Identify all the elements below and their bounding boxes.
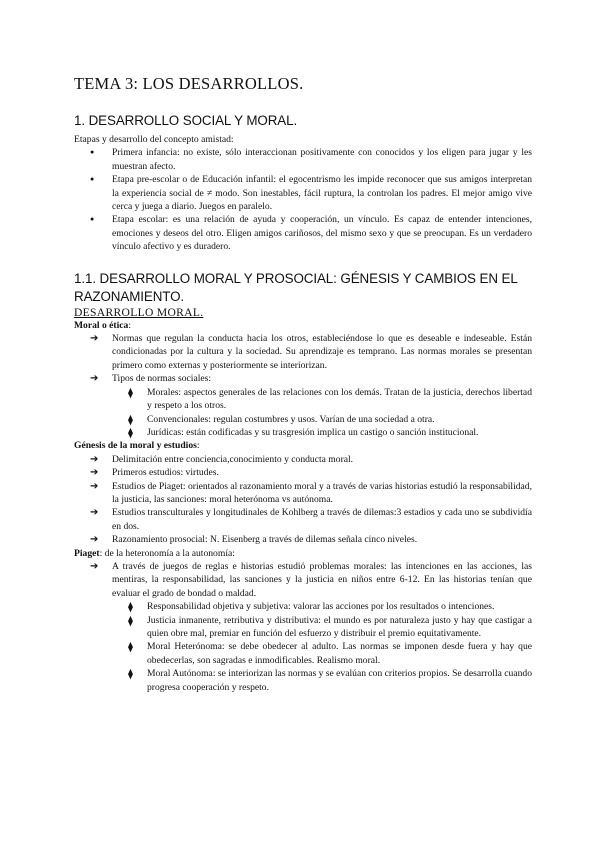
genesis-line: Génesis de la moral y estudios: <box>74 440 200 452</box>
list-item: ⧫ Morales: aspectos generales de las relaciones con los demás. Tratan de la justicia, derechos libertad y respeto a los otros. <box>128 386 532 412</box>
section-heading-social-moral: 1. DESARROLLO SOCIAL Y MORAL. <box>74 113 298 128</box>
arrow-icon: ➔ <box>90 373 99 385</box>
diamond-icon: ⧫ <box>128 427 133 439</box>
piaget-line: Piaget: de la heteronomía a la autonomía: <box>74 547 235 559</box>
friendship-intro: Etapas y desarrollo del concepto amistad: <box>74 134 234 145</box>
friendship-stages-list <box>74 146 532 253</box>
piaget-list <box>74 560 532 600</box>
list-item: ⧫ Jurídicas: están codificadas y su trasgresión implica un castigo o sanción institucional. <box>128 426 479 439</box>
diamond-icon: ⧫ <box>128 602 133 614</box>
genesis-list <box>74 453 532 547</box>
list-item: ➔ Estudios transculturales y longitudinales de Kohlberg a través de dilemas:3 estadios y cada uno se subdividía en dos. <box>90 507 532 532</box>
arrow-icon: ➔ <box>90 467 99 479</box>
norm-types-list <box>74 386 532 440</box>
document-page <box>74 74 532 694</box>
section-heading-moral-prosocial: 1.1. DESARROLLO MORAL Y PROSOCIAL: GÉNESIS Y CAMBIOS EN EL RAZONAMIENTO. <box>74 270 518 304</box>
moral-etica-line: Moral o ética: <box>74 319 132 331</box>
list-item: ➔ Razonamiento prosocial: N. Eisenberg a través de dilemas señala cinco niveles. <box>90 534 418 546</box>
list-item: ⧫ Convencionales: regulan costumbres y usos. Varían de una sociedad a otra. <box>128 413 435 426</box>
arrow-icon: ➔ <box>90 560 99 572</box>
diamond-icon: ⧫ <box>128 387 133 399</box>
list-item: ➔ A través de juegos de reglas e historias estudió problemas morales: las intenciones en las acciones, las mentiras, la responsabilidad, las sanciones y la justicia en niños entre 6-12. En las historias tenían que evaluar el grado de bondad o maldad. <box>90 560 532 599</box>
diamond-icon: ⧫ <box>128 615 133 627</box>
moral-etica-label: Moral o ética <box>74 319 129 331</box>
diamond-icon: ⧫ <box>128 669 133 681</box>
list-item: ➔ Delimitación entre conciencia,conocimiento y conducta moral. <box>90 453 354 465</box>
list-item: ⧫ Moral Heterónoma: se debe obedecer al adulto. Las normas se imponen desde fuera y hay que obedecerlas, son sagradas e inmodificables. Realismo moral. <box>128 641 532 666</box>
list-item: ● Etapa pre-escolar o de Educación infantil: el egocentrismo les impide reconocer que sus amigos interpretan la experiencia social de ≠ modo. Son inestables, fácil ruptura, la controlan los padres. El mejor amigo vive cerca y juega a diario. Juegos en paralelo. <box>74 173 532 213</box>
list-item: ⧫ Moral Autónoma: se interiorizan las normas y se evalúan con criterios propios. Se desarrolla cuando progresa cooperación y respeto. <box>128 668 532 693</box>
piaget-concepts-list <box>74 600 532 694</box>
list-item: ● Etapa escolar: es una relación de ayuda y cooperación, un vínculo. Es capaz de entender intenciones, emociones y deseos del otro. Eligen amigos cariñosos, del mismo sexo y que se preocupan. Es un verdadero vínculo afectivo y es duradero. <box>74 213 532 253</box>
arrow-icon: ➔ <box>90 480 99 492</box>
subheading-desarrollo-moral: DESARROLLO MORAL. <box>74 305 204 319</box>
list-item: ➔ Primeros estudios: virtudes. <box>90 467 219 479</box>
diamond-icon: ⧫ <box>128 642 133 654</box>
diamond-icon: ⧫ <box>128 414 133 426</box>
arrow-icon: ➔ <box>90 507 99 519</box>
arrow-icon: ➔ <box>90 333 99 345</box>
list-item: ➔ Tipos de normas sociales: <box>90 373 212 385</box>
list-item: ⧫ Justicia inmanente, retributiva y distributiva: el mundo es por naturaleza justo y hay que castigar a quien obre mal, premiar en función del esfuerzo y distribuir el premio equitativamente. <box>128 614 532 639</box>
list-item: ● Primera infancia: no existe, sólo interaccionan positivamente con conocidos y los eligen para jugar y les muestran afecto. <box>74 146 532 173</box>
arrow-icon: ➔ <box>90 453 99 465</box>
list-item: ⧫ Responsabilidad objetiva y subjetiva: valorar las acciones por los resultados o intenciones. <box>128 601 495 614</box>
genesis-label: Génesis de la moral y estudios <box>74 440 197 452</box>
list-item: ➔ Estudios de Piaget: orientados al razonamiento moral y a través de varias historias estudió la responsabilidad, la justicia, las sanciones: moral heterónoma vs autónoma. <box>90 480 532 505</box>
arrow-icon: ➔ <box>90 534 99 546</box>
list-item: ➔ Normas que regulan la conducta hacia los otros, estableciéndose lo que es deseable e indeseable. Están condicionadas por la cultura y la sociedad. Su aprendizaje es temprano. Las normas morales se presentan primero como externas y posteriormente se interiorizan. <box>90 333 532 371</box>
moral-list <box>74 332 532 386</box>
document-title: TEMA 3: LOS DESARROLLOS. <box>74 74 304 93</box>
piaget-label: Piaget <box>74 547 100 559</box>
